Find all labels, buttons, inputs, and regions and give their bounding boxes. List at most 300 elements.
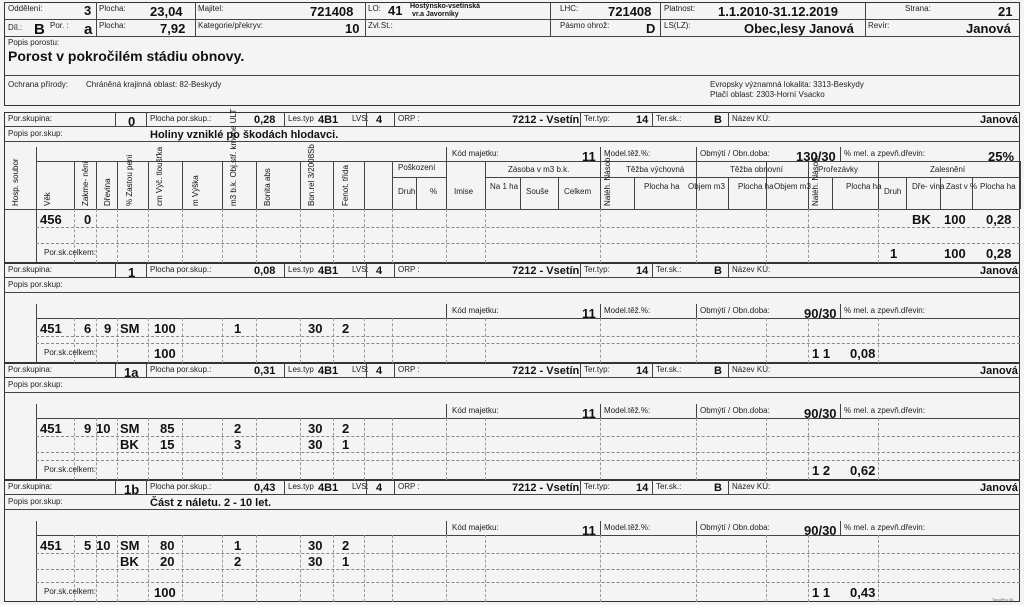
rule-line	[766, 318, 767, 363]
lo-name-line2: vr.a Javorníky	[412, 11, 459, 18]
obj-str-header: m3 b.k. Obj.stř. kmene ULT	[229, 108, 238, 206]
rule-line	[600, 404, 601, 418]
rule-line	[182, 209, 183, 263]
bonita-cell: 30	[308, 421, 323, 436]
zakmeneni-cell: 10	[96, 538, 111, 553]
rule-line	[96, 209, 97, 263]
rule-line	[392, 209, 393, 263]
rule-line	[4, 494, 1020, 495]
plocha-por-skup-label: Plocha por.skup.:	[150, 265, 212, 274]
mel-label: % mel. a zpevň.dřevin:	[844, 306, 925, 315]
rule-line	[652, 263, 653, 277]
rule-line	[364, 209, 365, 263]
obmyti-value: 90/30	[804, 406, 837, 421]
nazev-ku-label: Název KÚ:	[732, 482, 771, 491]
obmyti-label: Obmýtí / Obn.doba:	[700, 306, 770, 315]
zal-drevina-cell: BK	[912, 212, 931, 227]
rule-line	[600, 161, 601, 209]
zakmeneni-cell: 9	[104, 321, 112, 336]
rule-line	[300, 418, 301, 480]
rule-line	[840, 404, 841, 418]
por-sk-celkem-label: Por.sk.celkem:	[44, 587, 97, 596]
obnovni-plocha-header: Plocha ha	[738, 182, 774, 191]
zalesneni-header: Zalesnění	[930, 165, 966, 174]
rule-line	[36, 569, 1020, 570]
fenot-header: Fenot. třída	[341, 165, 350, 206]
celkem-prorez-naleh: 1 1	[812, 585, 831, 600]
rule-line	[878, 209, 879, 263]
popis-por-skup-value: Holiny vzniklé po škodách hlodavci.	[150, 129, 339, 141]
zastoupeni-cell: 15	[160, 437, 175, 452]
obnovni-objem-header: Objem m3	[774, 182, 811, 191]
vyska-cell: 2	[234, 554, 242, 569]
plocha-ha-header: Plocha ha	[644, 182, 680, 191]
popis-por-skup-value: Část z náletu. 2 - 10 let.	[150, 497, 272, 509]
celkem-prorez-plocha: 0,62	[850, 463, 876, 478]
rule-line	[906, 177, 907, 209]
por-skupina-label: Por.skupina:	[8, 482, 53, 491]
vyska-cell: 1	[234, 321, 242, 336]
rule-line	[333, 318, 334, 363]
rule-line	[256, 318, 257, 363]
rule-line	[1020, 161, 1021, 209]
rule-line	[115, 363, 116, 377]
obmyti-value: 90/30	[804, 523, 837, 538]
rule-line	[634, 177, 635, 209]
rule-line	[36, 304, 37, 363]
rule-line	[580, 480, 581, 494]
por-sk-celkem-label: Por.sk.celkem:	[44, 248, 97, 257]
por-label: Por. :	[50, 21, 69, 30]
evropsky-lokalita: Evropsky významná lokalita: 3313-Beskydy	[710, 80, 864, 89]
rule-line	[284, 363, 285, 377]
orp-label: ORP :	[398, 114, 420, 123]
ter-typ-value: 14	[636, 114, 649, 126]
plocha-value: 23,04	[150, 4, 183, 19]
celkem-zal-druh: 1	[890, 246, 898, 261]
vyska-cell: 2	[234, 421, 242, 436]
bon-rel-header: Bon.rel 3/2008Sb	[307, 144, 316, 206]
ter-typ-value: 14	[636, 365, 649, 377]
les-typ-label: Les.typ	[288, 114, 314, 123]
rule-line	[300, 318, 301, 363]
nazev-ku-value: Janová	[980, 265, 1018, 277]
plocha-por-skup-value: 0,08	[254, 265, 276, 277]
ter-typ-label: Ter.typ:	[584, 265, 610, 274]
rule-line	[394, 363, 395, 377]
bon-rel-cell: 1	[342, 437, 350, 452]
rule-line	[148, 418, 149, 480]
ochrana-value: Chráněná krajinná oblast: 82-Beskydy	[86, 80, 222, 89]
rule-line	[284, 480, 285, 494]
rule-line	[696, 318, 697, 363]
platnost-label: Platnost:	[664, 4, 696, 13]
zakmeneni-cell: 10	[96, 421, 111, 436]
vek-cell: 6	[84, 321, 92, 336]
rule-line	[696, 147, 697, 161]
bonita-header: Bonita abs	[263, 168, 272, 206]
rule-line	[284, 263, 285, 277]
majitel-value: 721408	[310, 4, 354, 19]
rule-line	[878, 318, 879, 363]
bon-rel-cell: 2	[342, 538, 350, 553]
naleh-nasob-header: Nalėh. Násob.	[603, 155, 612, 206]
rule-line	[696, 209, 697, 263]
rule-line	[4, 209, 1020, 210]
obmyti-label: Obmýtí / Obn.doba:	[700, 149, 770, 158]
kod-majetku-value: 11	[582, 523, 596, 538]
orp-label: ORP :	[398, 365, 420, 374]
ter-typ-value: 14	[636, 482, 649, 494]
kod-majetku-label: Kód majetku:	[452, 523, 499, 532]
lo-name-line1: Hostýnsko-vsetínská	[410, 3, 481, 10]
rule-line	[115, 480, 116, 494]
lvs-value: 4	[376, 114, 383, 126]
rule-line	[696, 521, 697, 535]
rule-line	[446, 147, 447, 161]
bonita-cell: 30	[308, 437, 323, 452]
popis-porostu-label: Popis porostu:	[8, 38, 60, 47]
mel-label: % mel. a zpevň.dřevin:	[844, 406, 925, 415]
objem-m3-header: Objem m3	[688, 182, 725, 191]
obmyti-label: Obmýtí / Obn.doba:	[700, 523, 770, 532]
les-typ-value: 4B1	[318, 265, 339, 277]
rule-line	[4, 126, 1020, 127]
rule-line	[446, 304, 447, 318]
rule-line	[36, 243, 1020, 244]
zal-druh-header: Druh	[884, 187, 902, 196]
zastoupeni-header: % Zastou peni	[125, 154, 134, 206]
rule-line	[728, 263, 729, 277]
rule-line	[36, 404, 37, 480]
bonita-cell: 30	[308, 321, 323, 336]
por-sk-celkem-label: Por.sk.celkem:	[44, 348, 97, 357]
orp-value: 7212 - Vsetín	[512, 365, 580, 377]
ter-sk-label: Ter.sk.:	[656, 265, 682, 274]
rule-line	[74, 161, 75, 209]
rule-line	[364, 418, 365, 480]
rule-line	[333, 209, 334, 263]
les-typ-label: Les.typ	[288, 365, 314, 374]
rule-line	[728, 480, 729, 494]
rule-line	[580, 363, 581, 377]
model-tez-label: Model.těž.%:	[604, 523, 651, 532]
lo-value: 41	[388, 3, 403, 18]
rule-line	[146, 263, 147, 277]
plocha-por-skup-label: Plocha por.skup.:	[150, 482, 212, 491]
rule-line	[416, 177, 417, 209]
rule-line	[520, 177, 521, 209]
rule-line	[485, 418, 486, 480]
rule-line	[36, 582, 1020, 583]
kod-majetku-value: 11	[582, 306, 596, 321]
rule-line	[256, 209, 257, 263]
rule-line	[766, 209, 767, 263]
rule-line	[485, 209, 486, 263]
rule-line	[728, 177, 729, 209]
por-skupina-value: 1b	[124, 482, 140, 497]
rule-line	[600, 521, 601, 535]
kod-majetku-label: Kód majetku:	[452, 406, 499, 415]
les-typ-label: Les.typ	[288, 265, 314, 274]
rule-line	[364, 318, 365, 363]
ter-sk-label: Ter.sk.:	[656, 365, 682, 374]
rule-line	[36, 460, 1020, 461]
pasmo-label: Pásmo ohrož:	[560, 21, 610, 30]
bonita-cell: 30	[308, 554, 323, 569]
ter-sk-value: B	[714, 114, 722, 126]
plocha-label: Plocha:	[99, 4, 126, 13]
rule-line	[840, 304, 841, 318]
rule-line	[485, 161, 486, 209]
rule-line	[36, 521, 37, 602]
rule-line	[696, 404, 697, 418]
plocha2-value: 7,92	[160, 21, 186, 36]
celkem-prorez-naleh: 1 1	[812, 346, 831, 361]
rule-line	[728, 112, 729, 126]
rule-line	[446, 161, 447, 209]
vek-cell: 9	[84, 421, 92, 436]
vek-cell: 0	[84, 212, 92, 227]
celkem-prorez-plocha: 0,08	[850, 346, 876, 361]
dil-label: Díl.:	[8, 23, 23, 32]
rule-line	[652, 480, 653, 494]
kategorie-value: 10	[345, 21, 360, 36]
hosp-soubor-cell: 451	[40, 538, 62, 553]
obmyti-value: 90/30	[804, 306, 837, 321]
kod-majetku-value: 11	[582, 406, 596, 421]
rule-line	[808, 209, 809, 263]
drevina-cell: SM	[120, 538, 140, 553]
hosp-soubor-cell: 451	[40, 421, 62, 436]
rule-line	[146, 363, 147, 377]
por-value: a	[84, 21, 93, 38]
kategorie-label: Kategorie/překryv:	[198, 21, 263, 30]
prorezavky-header: Prořezávky	[818, 165, 859, 174]
celkem-prorez-naleh: 1 2	[812, 463, 831, 478]
rule-line	[394, 263, 395, 277]
rule-line	[840, 147, 841, 161]
rule-line	[394, 112, 395, 126]
revir-label: Revír:	[868, 21, 890, 30]
les-typ-label: Les.typ	[288, 482, 314, 491]
por-sk-celkem-label: Por.sk.celkem:	[44, 465, 97, 474]
rule-line	[222, 418, 223, 480]
rule-line	[36, 318, 1020, 319]
rule-line	[4, 392, 1020, 393]
popis-por-skup-label: Popis por.skup:	[8, 380, 63, 389]
rule-line	[392, 177, 446, 178]
rule-line	[117, 318, 118, 363]
rule-line	[446, 418, 447, 480]
les-typ-value: 4B1	[318, 114, 339, 126]
ls-value: Obec,lesy Janová	[744, 21, 854, 36]
rule-line	[4, 141, 1020, 142]
model-tez-label: Model.těž.%:	[604, 149, 651, 158]
bonita-cell: 30	[308, 538, 323, 553]
rule-line	[446, 318, 447, 363]
souse-header: Souše	[526, 187, 549, 196]
lo-label: LO:	[368, 4, 381, 13]
popis-por-skup-label: Popis por.skup:	[8, 497, 63, 506]
tezba-obnovni-header: Těžba obnovní	[730, 165, 783, 174]
plocha-por-skup-value: 0,43	[254, 482, 276, 494]
nazev-ku-value: Janová	[980, 114, 1018, 126]
por-skupina-value: 1	[128, 265, 136, 280]
model-tez-label: Model.těž.%:	[604, 406, 651, 415]
rule-line	[652, 363, 653, 377]
lvs-value: 4	[376, 365, 383, 377]
rule-line	[36, 418, 1020, 419]
rule-line	[300, 161, 301, 209]
strana-label: Strana:	[905, 4, 931, 13]
poskozeni-header: Poškození	[398, 163, 436, 172]
rule-line	[600, 209, 601, 263]
celkem-header: Celkem	[564, 187, 592, 196]
mel-value: 25%	[988, 149, 1015, 164]
zastoupeni-cell: 80	[160, 538, 175, 553]
poskozeni-pct-header: %	[430, 187, 438, 196]
bon-rel-cell: 1	[342, 554, 350, 569]
rule-line	[652, 112, 653, 126]
zvlst-label: Zvl.St.:	[368, 21, 393, 30]
rule-line	[222, 161, 223, 209]
zastoupeni-cell: 100	[154, 321, 176, 336]
hosp-soubor-cell: 451	[40, 321, 62, 336]
model-tez-label: Model.těž.%:	[604, 306, 651, 315]
ter-sk-value: B	[714, 482, 722, 494]
ochrana-label: Ochrana přírody:	[8, 80, 69, 89]
rule-line	[696, 304, 697, 318]
zasoba-header: Zásoba v m3 b.k.	[508, 165, 570, 174]
rule-line	[36, 227, 1020, 228]
rule-line	[558, 177, 559, 209]
rule-line	[146, 112, 147, 126]
rule-line	[284, 112, 285, 126]
ter-sk-value: B	[714, 265, 722, 277]
popis-porostu-text: Porost v pokročilém stádiu obnovy.	[8, 48, 245, 64]
rule-line	[36, 161, 37, 209]
rule-line	[256, 418, 257, 480]
lvs-label: LVS:	[352, 265, 369, 274]
obmyti-value: 130/30	[796, 149, 836, 164]
obmyti-label: Obmýtí / Obn.doba:	[700, 406, 770, 415]
rule-line	[840, 521, 841, 535]
imise-header: Imise	[454, 187, 474, 196]
rule-line	[600, 147, 601, 161]
na1ha-header: Na 1 ha	[490, 182, 519, 191]
rule-line	[36, 343, 1020, 344]
zastoupeni-cell: 85	[160, 421, 175, 436]
les-typ-value: 4B1	[318, 365, 339, 377]
zastoupeni-cell: 20	[160, 554, 175, 569]
orp-value: 7212 - Vsetín	[512, 265, 580, 277]
ter-typ-value: 14	[636, 265, 649, 277]
drevina-cell: SM	[120, 421, 140, 436]
zal-zast-cell: 100	[944, 212, 966, 227]
drevina-header: Dřevina	[103, 178, 112, 206]
rule-line	[222, 318, 223, 363]
rule-line	[115, 112, 116, 126]
celkem-zastoupeni: 100	[154, 346, 176, 361]
celkem-zastoupeni: 100	[154, 585, 176, 600]
rule-line	[36, 336, 1020, 337]
nazev-ku-label: Název KÚ:	[732, 265, 771, 274]
lhc-label: LHC:	[560, 4, 579, 13]
zal-plocha-cell: 0,28	[986, 212, 1012, 227]
popis-por-skup-label: Popis por.skup:	[8, 129, 63, 138]
drevina-cell: SM	[120, 321, 140, 336]
lvs-label: LVS:	[352, 114, 369, 123]
rule-line	[4, 509, 1020, 510]
hosp-soubor-cell: 456	[40, 212, 62, 227]
celkem-zal-zast: 100	[944, 246, 966, 261]
vek-cell: 5	[84, 538, 92, 553]
por-skupina-label: Por.skupina:	[8, 265, 53, 274]
rule-line	[96, 161, 97, 209]
rule-line	[182, 318, 183, 363]
vek-header: Věk	[43, 192, 52, 206]
plocha-por-skup-label: Plocha por.skup.:	[150, 114, 212, 123]
plocha2-label: Plocha:	[99, 21, 126, 30]
rule-line	[446, 404, 447, 418]
rule-line	[36, 535, 1020, 536]
rule-line	[600, 318, 601, 363]
popis-por-skup-label: Popis por.skup:	[8, 280, 63, 289]
ter-typ-label: Ter.typ:	[584, 482, 610, 491]
rule-line	[256, 161, 257, 209]
rule-line	[392, 318, 393, 363]
orp-label: ORP :	[398, 265, 420, 274]
rule-line	[115, 263, 116, 277]
rule-line	[36, 161, 1020, 162]
revir-value: Janová	[966, 21, 1011, 36]
lvs-label: LVS:	[352, 365, 369, 374]
rule-line	[4, 377, 1020, 378]
rule-line	[148, 318, 149, 363]
vyska-cell: 1	[234, 538, 242, 553]
plocha-por-skup-value: 0,31	[254, 365, 276, 377]
bon-rel-cell: 2	[342, 421, 350, 436]
rule-line	[333, 418, 334, 480]
rule-line	[364, 161, 365, 209]
rule-line	[832, 177, 833, 209]
mel-label: % mel. a zpevň.dřevin:	[844, 523, 925, 532]
software-mark: TopolPro 08	[992, 597, 1014, 602]
zal-drevina-header: Dře- vina	[912, 182, 945, 191]
ter-sk-label: Ter.sk.:	[656, 482, 682, 491]
rule-line	[148, 161, 149, 209]
rule-line	[36, 436, 1020, 437]
rule-line	[148, 209, 149, 263]
hosp-soubor-header: Hosp. soubor	[11, 158, 20, 206]
rule-line	[36, 553, 1020, 554]
rule-line	[766, 418, 767, 480]
les-typ-value: 4B1	[318, 482, 339, 494]
prorez-plocha-header: Plocha ha	[846, 182, 882, 191]
dil-value: B	[34, 21, 45, 38]
tezba-vychovna-header: Těžba výchovná	[626, 165, 685, 174]
rule-line	[600, 418, 601, 480]
nazev-ku-value: Janová	[980, 365, 1018, 377]
rule-line	[696, 418, 697, 480]
rule-line	[808, 418, 809, 480]
plocha-por-skup-label: Plocha por.skup.:	[150, 365, 212, 374]
prorez-naleh-header: Nalėh. Násob.	[811, 155, 820, 206]
plocha-por-skup-value: 0,28	[254, 114, 276, 126]
vyska-cell: 3	[234, 437, 242, 452]
rule-line	[580, 112, 581, 126]
